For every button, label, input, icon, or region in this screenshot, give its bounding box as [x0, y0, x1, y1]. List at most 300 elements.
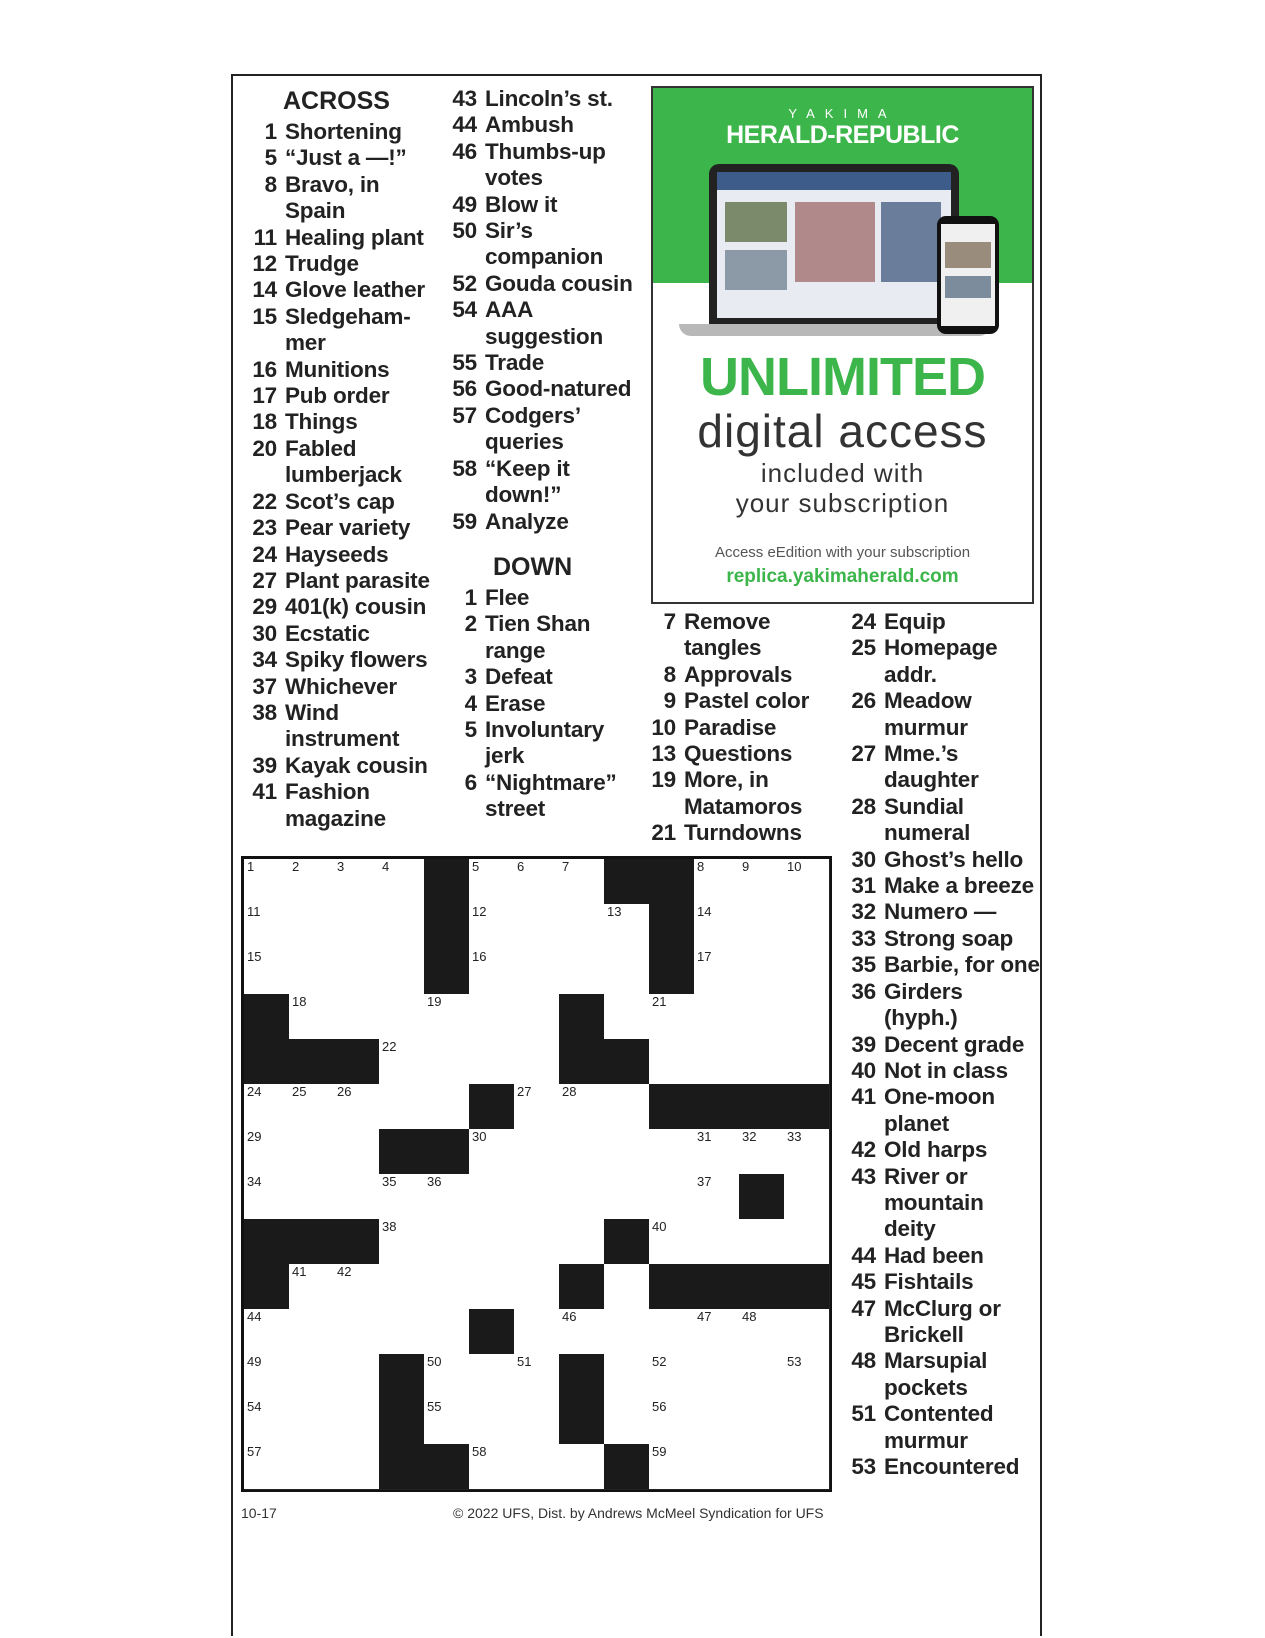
clue-text: Make a breeze	[884, 873, 1034, 899]
clue-item	[644, 609, 834, 662]
grid-cell[interactable]	[784, 1309, 830, 1355]
clue-text: Analyze	[485, 508, 569, 534]
grid-cell[interactable]	[514, 1444, 560, 1490]
grid-cell[interactable]	[379, 1174, 425, 1220]
grid-cell[interactable]	[604, 1354, 650, 1400]
clue-text: Good-natured	[485, 376, 632, 402]
grid-cell[interactable]	[784, 1444, 830, 1490]
ad-url-link[interactable]: replica.yakimaherald.com	[726, 566, 959, 587]
grid-cell[interactable]	[784, 904, 830, 950]
clue-item	[245, 145, 435, 171]
grid-cell[interactable]	[379, 859, 425, 905]
clue-number: 17	[252, 383, 277, 409]
grid-cell[interactable]	[514, 1264, 560, 1310]
cell-number: 11	[247, 904, 261, 919]
grid-cell[interactable]	[694, 904, 740, 950]
grid-cell[interactable]	[559, 1219, 605, 1265]
grid-cell[interactable]	[694, 1309, 740, 1355]
grid-cell[interactable]	[469, 859, 515, 905]
clue-item	[445, 403, 635, 456]
clue-number: 51	[851, 1401, 876, 1427]
grid-cell[interactable]	[289, 1309, 335, 1355]
grid-cell[interactable]	[514, 1399, 560, 1445]
grid-cell[interactable]	[649, 1354, 695, 1400]
grid-cell[interactable]	[379, 949, 425, 995]
clue-item	[445, 509, 635, 535]
clue-text: Glove leather	[285, 277, 425, 303]
cell-number: 54	[247, 1399, 262, 1414]
clue-text: Meadow murmur	[884, 688, 972, 740]
clue-number: 48	[851, 1348, 876, 1374]
grid-cell[interactable]	[469, 1444, 515, 1490]
grid-cell[interactable]	[739, 1399, 785, 1445]
clue-number: 35	[851, 952, 876, 978]
clue-text: Shortening	[285, 119, 402, 144]
cell-number: 52	[652, 1354, 667, 1369]
grid-cell[interactable]	[289, 1174, 335, 1220]
clue-item	[445, 271, 635, 297]
clue-number: 16	[252, 356, 277, 382]
phone-icon	[937, 216, 999, 334]
grid-cell[interactable]	[694, 1039, 740, 1085]
cell-number: 50	[427, 1354, 442, 1369]
clue-item	[445, 86, 635, 112]
grid-cell[interactable]	[424, 1309, 470, 1355]
grid-cell[interactable]	[334, 949, 380, 995]
grid-cell[interactable]	[289, 1354, 335, 1400]
clue-text: Strong soap	[884, 925, 1014, 951]
grid-cell[interactable]	[514, 1039, 560, 1085]
clue-text: Approvals	[684, 661, 793, 687]
cell-number: 16	[472, 949, 487, 964]
clue-text: Involuntary jerk	[485, 716, 605, 769]
cell-number: 15	[247, 949, 262, 964]
clue-number: 24	[851, 609, 876, 634]
clue-text: River or mountain deity	[884, 1163, 984, 1242]
clue-item	[245, 172, 435, 225]
grid-cell[interactable]	[514, 1174, 560, 1220]
grid-cell[interactable]	[604, 1084, 650, 1130]
clue-text: Ambush	[485, 112, 574, 138]
clue-number: 8	[264, 171, 277, 197]
cell-number: 38	[382, 1219, 397, 1234]
clue-text: Blow it	[485, 191, 558, 217]
grid-cell[interactable]	[289, 904, 335, 950]
grid-cell[interactable]	[739, 994, 785, 1040]
clue-item	[245, 383, 435, 409]
clue-text: McClurg or Brickell	[884, 1295, 1001, 1347]
clue-text: Marsupial pockets	[884, 1348, 988, 1400]
grid-cell[interactable]	[559, 1129, 605, 1175]
clue-number: 42	[851, 1137, 876, 1163]
grid-cell[interactable]	[604, 904, 650, 950]
clue-number: 2	[464, 611, 477, 637]
grid-cell[interactable]	[604, 949, 650, 995]
grid-cell[interactable]	[694, 949, 740, 995]
grid-block	[334, 1039, 380, 1085]
grid-cell[interactable]	[424, 1399, 470, 1445]
grid-cell[interactable]	[559, 1444, 605, 1490]
clue-text: AAA suggestion	[485, 297, 604, 349]
grid-cell[interactable]	[784, 1174, 830, 1220]
grid-cell[interactable]	[469, 904, 515, 950]
cell-number: 53	[787, 1354, 802, 1369]
ad-city: YAKIMA	[788, 106, 897, 121]
grid-cell[interactable]	[649, 994, 695, 1040]
grid-cell[interactable]	[469, 994, 515, 1040]
cell-number: 3	[337, 859, 345, 874]
clue-text: Fashion magazine	[285, 779, 386, 831]
clue-text: Kayak cousin	[285, 752, 428, 778]
ad-line-included: included with	[760, 458, 925, 488]
grid-cell[interactable]	[784, 1399, 830, 1445]
grid-block	[244, 1264, 290, 1310]
grid-cell[interactable]	[244, 904, 290, 950]
grid-cell[interactable]	[244, 1399, 290, 1445]
grid-cell[interactable]	[739, 1039, 785, 1085]
grid-cell[interactable]	[649, 1444, 695, 1490]
grid-cell[interactable]	[334, 1354, 380, 1400]
clue-text: “Keep it down!”	[485, 455, 570, 508]
clue-item	[844, 1032, 1040, 1058]
clue-item	[844, 873, 1040, 899]
clue-number: 15	[252, 303, 277, 329]
puzzle-date: 10-17	[241, 1505, 277, 1521]
grid-cell[interactable]	[289, 859, 335, 905]
grid-cell[interactable]	[244, 1129, 290, 1175]
grid-cell[interactable]	[244, 1174, 290, 1220]
clue-text: Barbie, for one	[884, 952, 1040, 978]
grid-cell[interactable]	[469, 949, 515, 995]
grid-cell[interactable]	[784, 994, 830, 1040]
grid-cell[interactable]	[559, 1174, 605, 1220]
grid-cell[interactable]	[514, 949, 560, 995]
grid-cell[interactable]	[649, 1309, 695, 1355]
grid-cell[interactable]	[694, 859, 740, 905]
grid-cell[interactable]	[379, 1264, 425, 1310]
grid-cell[interactable]	[514, 1084, 560, 1130]
grid-cell[interactable]	[604, 994, 650, 1040]
grid-cell[interactable]	[424, 1219, 470, 1265]
clue-number: 47	[851, 1295, 876, 1321]
grid-cell[interactable]	[514, 904, 560, 950]
clue-item	[844, 1296, 1040, 1349]
copyright-line: © 2022 UFS, Dist. by Andrews McMeel Syndication for UFS	[453, 1505, 824, 1521]
grid-cell[interactable]	[334, 904, 380, 950]
clue-number: 13	[651, 741, 676, 767]
cell-number: 47	[697, 1309, 712, 1324]
clue-item	[245, 409, 435, 435]
grid-cell[interactable]	[334, 1129, 380, 1175]
cell-number: 46	[562, 1309, 577, 1324]
grid-cell[interactable]	[424, 1264, 470, 1310]
clue-item	[644, 662, 834, 688]
clue-number: 55	[452, 350, 477, 376]
cell-number: 24	[247, 1084, 262, 1099]
grid-cell[interactable]	[514, 1129, 560, 1175]
clue-list	[644, 609, 834, 847]
clue-number: 52	[452, 270, 477, 296]
grid-cell[interactable]	[514, 1219, 560, 1265]
grid-cell[interactable]	[739, 859, 785, 905]
clue-text: Pear variety	[285, 515, 411, 541]
clue-item	[245, 251, 435, 277]
clue-text: Gouda cousin	[485, 270, 633, 296]
clue-item	[245, 489, 435, 515]
clue-number: 23	[252, 515, 277, 541]
grid-cell[interactable]	[379, 1084, 425, 1130]
clue-text: Paradise	[684, 714, 777, 740]
clue-item	[644, 741, 834, 767]
clue-number: 7	[663, 609, 676, 634]
grid-cell[interactable]	[784, 1039, 830, 1085]
grid-cell[interactable]	[244, 949, 290, 995]
cell-number: 57	[247, 1444, 262, 1459]
clue-item	[844, 635, 1040, 688]
clue-text: Pub order	[285, 383, 390, 409]
clue-number: 32	[851, 899, 876, 925]
clue-number: 8	[663, 661, 676, 687]
grid-cell[interactable]	[604, 1399, 650, 1445]
clue-number: 27	[851, 741, 876, 767]
clue-number: 39	[252, 752, 277, 778]
cell-number: 42	[337, 1264, 352, 1279]
clue-list	[844, 609, 1040, 1480]
clue-number: 40	[851, 1057, 876, 1083]
grid-cell[interactable]	[469, 1399, 515, 1445]
grid-cell[interactable]	[424, 1354, 470, 1400]
grid-cell[interactable]	[739, 904, 785, 950]
grid-cell[interactable]	[289, 994, 335, 1040]
clue-text: Wind instrument	[285, 699, 400, 752]
grid-cell[interactable]	[289, 949, 335, 995]
grid-cell[interactable]	[739, 1354, 785, 1400]
crossword-grid[interactable]	[241, 856, 832, 1492]
grid-block	[244, 994, 290, 1040]
laptop-icon	[709, 164, 959, 324]
ad-subheadline: digital access	[697, 405, 988, 457]
grid-cell[interactable]	[784, 859, 830, 905]
clue-text: Questions	[684, 741, 793, 767]
clue-text: Trade	[485, 350, 545, 376]
grid-cell[interactable]	[739, 1444, 785, 1490]
clue-number: 19	[651, 767, 676, 793]
grid-cell[interactable]	[379, 1039, 425, 1085]
clue-number: 5	[464, 716, 477, 742]
grid-cell[interactable]	[379, 994, 425, 1040]
grid-cell[interactable]	[244, 859, 290, 905]
grid-cell[interactable]	[469, 1219, 515, 1265]
grid-cell[interactable]	[469, 1129, 515, 1175]
clue-text: Bravo, in Spain	[285, 171, 380, 224]
cell-number: 29	[247, 1129, 262, 1144]
cell-number: 1	[247, 859, 255, 874]
grid-cell[interactable]	[424, 1039, 470, 1085]
grid-cell[interactable]	[469, 1174, 515, 1220]
clue-text: Sir’s companion	[485, 218, 604, 270]
clue-item	[445, 456, 635, 509]
grid-cell[interactable]	[334, 1084, 380, 1130]
grid-cell[interactable]	[514, 994, 560, 1040]
grid-cell[interactable]	[604, 1129, 650, 1175]
grid-cell[interactable]	[739, 1219, 785, 1265]
grid-cell[interactable]	[334, 1444, 380, 1490]
across-col-1	[245, 86, 435, 832]
grid-cell[interactable]	[244, 1444, 290, 1490]
grid-cell[interactable]	[649, 1039, 695, 1085]
grid-cell[interactable]	[694, 1444, 740, 1490]
clue-number: 3	[464, 664, 477, 690]
cell-number: 37	[697, 1174, 712, 1189]
grid-cell[interactable]	[694, 1219, 740, 1265]
clue-text: Sledgeham-mer	[285, 303, 411, 356]
grid-cell[interactable]	[559, 1309, 605, 1355]
grid-cell[interactable]	[334, 1174, 380, 1220]
grid-cell[interactable]	[424, 994, 470, 1040]
clue-text: Flee	[485, 584, 530, 610]
grid-cell[interactable]	[784, 949, 830, 995]
clue-item	[844, 1454, 1040, 1480]
grid-cell[interactable]	[289, 1084, 335, 1130]
grid-block	[739, 1084, 785, 1130]
clue-text: Had been	[884, 1242, 984, 1268]
clue-number: 57	[452, 402, 477, 428]
clue-item	[844, 1348, 1040, 1401]
grid-block	[694, 1084, 740, 1130]
grid-cell[interactable]	[379, 1219, 425, 1265]
grid-cell[interactable]	[334, 859, 380, 905]
clue-item	[844, 1401, 1040, 1454]
clue-number: 12	[252, 251, 277, 277]
clue-item	[445, 770, 635, 823]
grid-cell[interactable]	[469, 1264, 515, 1310]
grid-cell[interactable]	[289, 1399, 335, 1445]
grid-cell[interactable]	[649, 1219, 695, 1265]
grid-cell[interactable]	[469, 1354, 515, 1400]
grid-cell[interactable]	[694, 1174, 740, 1220]
grid-cell[interactable]	[739, 949, 785, 995]
clue-item	[445, 218, 635, 271]
grid-cell[interactable]	[694, 1354, 740, 1400]
clue-text: Erase	[485, 690, 546, 716]
grid-cell[interactable]	[334, 1309, 380, 1355]
grid-cell[interactable]	[514, 1309, 560, 1355]
grid-cell[interactable]	[649, 1174, 695, 1220]
grid-cell[interactable]	[694, 1129, 740, 1175]
grid-block	[469, 1084, 515, 1130]
grid-cell[interactable]	[514, 859, 560, 905]
clue-text: Turndowns	[684, 820, 802, 846]
grid-cell[interactable]	[739, 1129, 785, 1175]
clue-text: One-moon planet	[884, 1084, 995, 1136]
clue-number: 5	[264, 145, 277, 171]
clue-text: Remove tangles	[684, 609, 771, 661]
grid-cell[interactable]	[559, 859, 605, 905]
grid-cell[interactable]	[334, 994, 380, 1040]
cell-number: 4	[382, 859, 390, 874]
grid-cell[interactable]	[289, 1129, 335, 1175]
clue-item	[844, 794, 1040, 847]
clue-number: 20	[252, 435, 277, 461]
grid-block	[649, 949, 695, 995]
grid-cell[interactable]	[604, 1264, 650, 1310]
grid-cell[interactable]	[424, 1174, 470, 1220]
clue-item	[245, 568, 435, 594]
clue-text: Plant parasite	[285, 567, 430, 593]
cell-number: 27	[517, 1084, 532, 1099]
grid-cell[interactable]	[379, 904, 425, 950]
grid-cell[interactable]	[379, 1309, 425, 1355]
grid-cell[interactable]	[649, 1399, 695, 1445]
clue-number: 1	[464, 584, 477, 610]
grid-cell[interactable]	[559, 904, 605, 950]
clue-text: Decent grade	[884, 1031, 1025, 1057]
grid-cell[interactable]	[244, 1354, 290, 1400]
grid-block	[424, 949, 470, 995]
clue-item	[245, 594, 435, 620]
clue-item	[445, 691, 635, 717]
clue-item	[445, 297, 635, 350]
cell-number: 32	[742, 1129, 757, 1144]
grid-cell[interactable]	[334, 1264, 380, 1310]
clue-text: Not in class	[884, 1057, 1008, 1083]
clue-item	[245, 119, 435, 145]
clue-text: Things	[285, 409, 358, 435]
clue-number: 26	[851, 688, 876, 714]
grid-block	[289, 1039, 335, 1085]
grid-cell[interactable]	[784, 1129, 830, 1175]
grid-block	[424, 1129, 470, 1175]
clue-text: 401(k) cousin	[285, 594, 427, 620]
clue-number: 25	[851, 635, 876, 661]
cell-number: 49	[247, 1354, 262, 1369]
clue-number: 50	[452, 218, 477, 244]
grid-cell[interactable]	[784, 1354, 830, 1400]
grid-cell[interactable]	[604, 1309, 650, 1355]
clue-list	[445, 585, 635, 823]
clue-item	[245, 357, 435, 383]
grid-cell[interactable]	[424, 1084, 470, 1130]
grid-cell[interactable]	[604, 1174, 650, 1220]
grid-cell[interactable]	[244, 1084, 290, 1130]
grid-block	[424, 904, 470, 950]
cell-number: 59	[652, 1444, 667, 1459]
cell-number: 21	[652, 994, 667, 1009]
cell-number: 2	[292, 859, 300, 874]
grid-cell[interactable]	[289, 1264, 335, 1310]
clue-number: 27	[252, 567, 277, 593]
grid-cell[interactable]	[784, 1219, 830, 1265]
grid-cell[interactable]	[694, 1399, 740, 1445]
clue-item	[844, 1058, 1040, 1084]
clue-item	[844, 1164, 1040, 1243]
grid-cell[interactable]	[334, 1399, 380, 1445]
clue-text: Old harps	[884, 1137, 988, 1163]
grid-cell[interactable]	[244, 1309, 290, 1355]
grid-cell[interactable]	[694, 994, 740, 1040]
grid-cell[interactable]	[514, 1354, 560, 1400]
grid-cell[interactable]	[469, 1039, 515, 1085]
grid-cell[interactable]	[559, 1084, 605, 1130]
grid-cell[interactable]	[559, 949, 605, 995]
grid-cell[interactable]	[739, 1309, 785, 1355]
cell-number: 28	[562, 1084, 577, 1099]
subscription-ad[interactable]	[651, 86, 1034, 604]
clue-text: Ecstatic	[285, 620, 370, 646]
grid-cell[interactable]	[289, 1444, 335, 1490]
grid-cell[interactable]	[649, 1129, 695, 1175]
clue-item	[445, 717, 635, 770]
